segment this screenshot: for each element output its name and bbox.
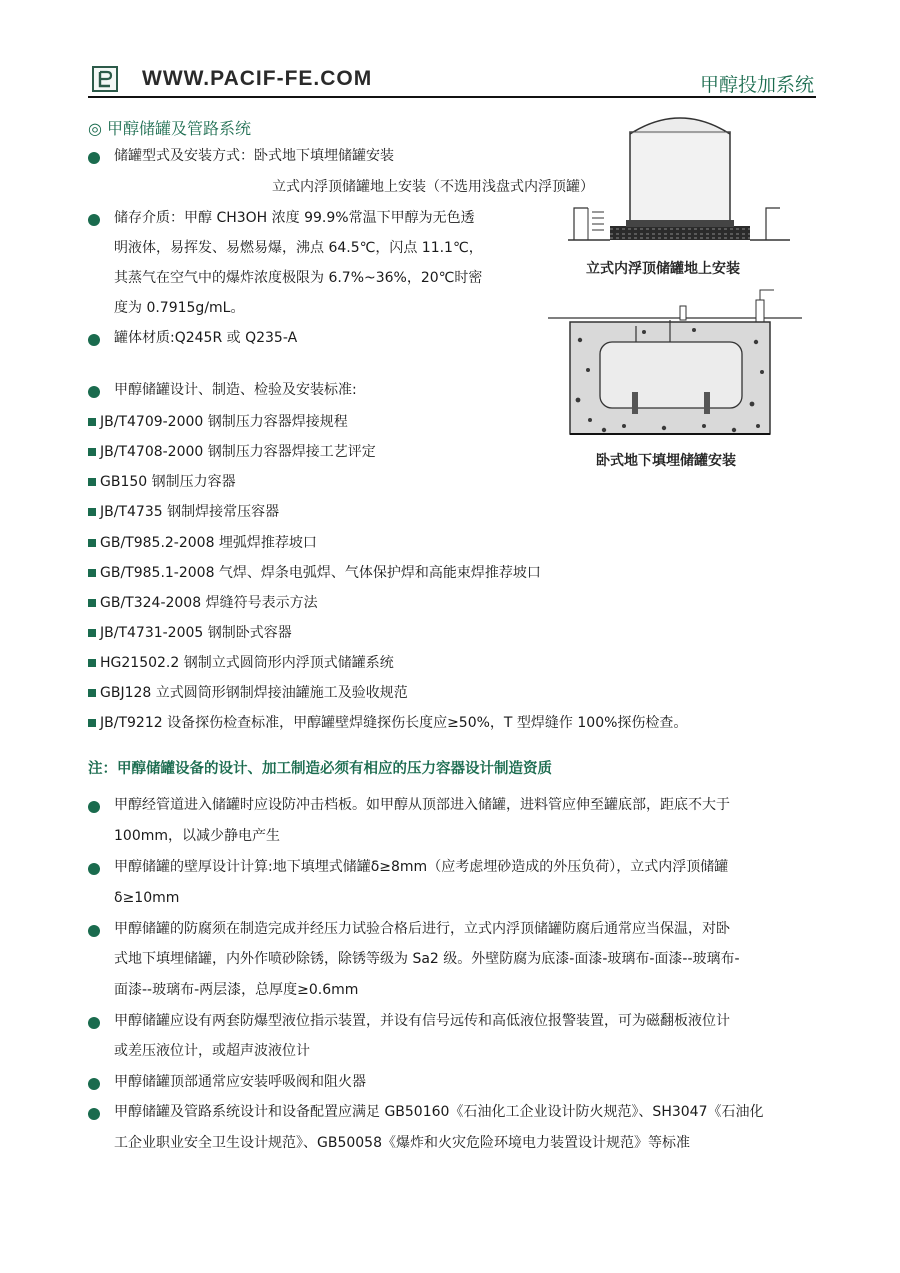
square-bullet-icon (88, 448, 96, 456)
bullet-icon (88, 863, 100, 875)
requirement-line: 或差压液位计，或超声波液位计 (114, 1043, 310, 1059)
medium-line4: 度为 0.7915g/mL。 (114, 300, 245, 316)
bullet-icon (88, 1108, 100, 1120)
bullet-icon (88, 334, 100, 346)
vertical-tank-caption: 立式内浮顶储罐地上安装 (586, 261, 740, 277)
page-header (88, 62, 816, 98)
horizontal-tank-diagram (544, 280, 806, 446)
square-bullet-icon (88, 539, 96, 547)
requirement-line: 甲醇储罐应设有两套防爆型液位指示装置，并设有信号远传和高低液位报警装置，可为磁翻板液位计 (114, 1013, 730, 1029)
standard-item: JB/T9212 设备探伤检查标准，甲醇罐壁焊缝探伤长度应≥50%，T 型焊缝作 100%探伤检查。 (100, 715, 688, 731)
standard-item: GB/T324-2008 焊缝符号表示方法 (100, 595, 318, 611)
medium-line1: 储存介质：甲醇 CH3OH 浓度 99.9%常温下甲醇为无色透 (114, 210, 475, 226)
square-bullet-icon (88, 418, 96, 426)
qualification-note: 注：甲醇储罐设备的设计、加工制造必须有相应的压力容器设计制造资质 (88, 761, 552, 777)
requirement-line: 工企业职业安全卫生设计规范》、GB50058《爆炸和火灾危险环境电力装置设计规范》等标准 (114, 1135, 690, 1151)
medium-line3: 其蒸气在空气中的爆炸浓度极限为 6.7%~36%，20℃时密 (114, 270, 483, 286)
requirement-line: 甲醇储罐顶部通常应安装呼吸阀和阻火器 (114, 1074, 366, 1090)
bullet-icon (88, 386, 100, 398)
standard-item: GB/T985.2-2008 埋弧焊推荐坡口 (100, 535, 317, 551)
requirement-line: 100mm，以减少静电产生 (114, 828, 280, 844)
medium-line2: 明液体，易挥发、易燃易爆，沸点 64.5℃，闪点 11.1℃， (114, 240, 483, 256)
standard-item: JB/T4708-2000 钢制压力容器焊接工艺评定 (100, 444, 376, 460)
requirement-line: 式地下填埋储罐，内外作喷砂除锈，除锈等级为 Sa2 级。外壁防腐为底漆-面漆-玻璃布-面漆--玻璃布- (114, 951, 740, 967)
square-bullet-icon (88, 719, 96, 727)
requirement-line: 甲醇储罐及管路系统设计和设备配置应满足 GB50160《石油化工企业设计防火规范》、SH3047《石油化 (114, 1104, 764, 1120)
square-bullet-icon (88, 629, 96, 637)
tank-material: 罐体材质:Q245R 或 Q235-A (114, 330, 298, 346)
bullet-icon (88, 1017, 100, 1029)
standard-item: JB/T4709-2000 钢制压力容器焊接规程 (100, 414, 348, 430)
square-bullet-icon (88, 478, 96, 486)
tank-type-line2: 立式内浮顶储罐地上安装（不选用浅盘式内浮顶罐） (272, 179, 594, 195)
bullet-icon (88, 925, 100, 937)
square-bullet-icon (88, 689, 96, 697)
standards-title: 甲醇储罐设计、制造、检验及安装标准: (114, 382, 357, 398)
square-bullet-icon (88, 569, 96, 577)
square-bullet-icon (88, 599, 96, 607)
site-url: WWW.PACIF-FE.COM (142, 67, 373, 90)
bullet-icon (88, 1078, 100, 1090)
vertical-tank-diagram (566, 108, 792, 248)
requirement-line: 面漆--玻璃布-两层漆，总厚度≥0.6mm (114, 982, 359, 998)
bullet-icon (88, 152, 100, 164)
square-bullet-icon (88, 659, 96, 667)
standard-item: GBJ128 立式圆筒形钢制焊接油罐施工及验收规范 (100, 685, 408, 701)
horizontal-tank-caption: 卧式地下填埋储罐安装 (596, 453, 736, 469)
company-logo (92, 66, 118, 92)
page-category-title: 甲醇投加系统 (699, 74, 814, 96)
bullet-icon (88, 801, 100, 813)
standard-item: JB/T4735 钢制焊接常压容器 (100, 504, 280, 520)
standard-item: HG21502.2 钢制立式圆筒形内浮顶式储罐系统 (100, 655, 394, 671)
square-bullet-icon (88, 508, 96, 516)
standard-item: JB/T4731-2005 钢制卧式容器 (100, 625, 292, 641)
section-title: ◎ 甲醇储罐及管路系统 (88, 119, 252, 138)
requirement-line: 甲醇储罐的防腐须在制造完成并经压力试验合格后进行，立式内浮顶储罐防腐后通常应当保温，对卧 (114, 921, 730, 937)
requirement-line: 甲醇经管道进入储罐时应设防冲击档板。如甲醇从顶部进入储罐，进料管应伸至罐底部，距底不大于 (114, 797, 730, 813)
requirement-line: 甲醇储罐的壁厚设计计算:地下填埋式储罐δ≥8mm（应考虑埋砂造成的外压负荷），立式内浮顶储罐 (114, 859, 729, 875)
standard-item: GB/T985.1-2008 气焊、焊条电弧焊、气体保护焊和高能束焊推荐坡口 (100, 565, 541, 581)
requirement-line: δ≥10mm (114, 890, 180, 906)
bullet-icon (88, 214, 100, 226)
standard-item: GB150 钢制压力容器 (100, 474, 236, 490)
tank-type-line1: 储罐型式及安装方式：卧式地下填埋储罐安装 (114, 148, 394, 164)
